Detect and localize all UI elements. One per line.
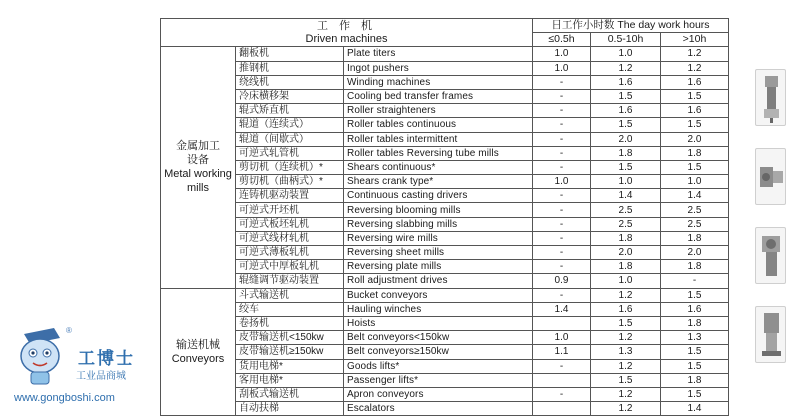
table-header-row: [161, 19, 729, 33]
factor-long: 1.5: [661, 160, 729, 174]
factor-mid: 1.3: [591, 345, 661, 359]
table-row: [161, 246, 729, 260]
factor-short: [533, 373, 591, 387]
machine-name-cn: 绞车: [236, 302, 344, 316]
factor-long: 1.3: [661, 331, 729, 345]
factor-long: 2.5: [661, 217, 729, 231]
machine-name-en: Apron conveyors: [344, 387, 533, 401]
factor-short: -: [533, 75, 591, 89]
brand-url[interactable]: www.gongboshi.com: [14, 392, 115, 404]
gearmotor-flange-icon[interactable]: [755, 227, 786, 284]
factor-mid: 1.6: [591, 75, 661, 89]
brand-logo: [10, 326, 160, 416]
table-row: [161, 203, 729, 217]
factor-long: 1.5: [661, 359, 729, 373]
machine-name-en: Reversing plate mills: [344, 260, 533, 274]
category-label: 设备: [187, 154, 209, 167]
factor-long: 2.5: [661, 203, 729, 217]
factor-mid: 2.0: [591, 246, 661, 260]
table-row: [161, 189, 729, 203]
factor-mid: 1.5: [591, 89, 661, 103]
factor-mid: 1.0: [591, 274, 661, 288]
factor-mid: 1.4: [591, 189, 661, 203]
category-label: 金属加工: [176, 140, 220, 153]
machine-name-cn: 辊缝调节驱动装置: [236, 274, 344, 288]
driven-machines-cn: 工 作 机: [316, 19, 377, 32]
factor-mid: 1.8: [591, 231, 661, 245]
factor-short: -: [533, 189, 591, 203]
brand-subtitle: 工业品商城: [76, 371, 126, 382]
factor-mid: 2.5: [591, 203, 661, 217]
machine-name-en: Hauling winches: [344, 302, 533, 316]
factor-short: -: [533, 231, 591, 245]
factor-long: 1.2: [661, 47, 729, 61]
machine-name-en: Belt conveyors<150kw: [344, 331, 533, 345]
table-row: [161, 387, 729, 401]
factor-long: 1.0: [661, 175, 729, 189]
factor-short: 1.1: [533, 345, 591, 359]
factor-long: 1.8: [661, 373, 729, 387]
table-row: [161, 175, 729, 189]
factor-long: 1.5: [661, 288, 729, 302]
factor-short: -: [533, 104, 591, 118]
table-row: [161, 260, 729, 274]
table-row: [161, 217, 729, 231]
table-row: [161, 331, 729, 345]
category-cell: [161, 47, 236, 288]
machine-name-en: Reversing slabbing mills: [344, 217, 533, 231]
table-row: [161, 61, 729, 75]
machine-name-cn: 斗式输送机: [236, 288, 344, 302]
work-hours-header: 日工作小时数 The day work hours: [533, 19, 729, 33]
machine-name-en: Roller tables continuous: [344, 118, 533, 132]
machine-name-en: Reversing wire mills: [344, 231, 533, 245]
factor-long: 2.0: [661, 132, 729, 146]
machine-name-cn: 可逆式开坯机: [236, 203, 344, 217]
category-label: Metal working: [164, 168, 232, 181]
machine-name-en: Escalators: [344, 402, 533, 416]
factor-mid: 1.2: [591, 288, 661, 302]
table-row: [161, 316, 729, 330]
driven-machines-en: Driven machines: [305, 32, 388, 45]
machine-name-cn: 客用电梯*: [236, 373, 344, 387]
machine-name-cn: 皮带输送机<150kw: [236, 331, 344, 345]
machine-name-en: Reversing blooming mills: [344, 203, 533, 217]
table-row: [161, 146, 729, 160]
factor-short: -: [533, 217, 591, 231]
table-row: [161, 359, 729, 373]
gearmotor-vertical-icon[interactable]: [755, 69, 786, 126]
factor-short: 1.0: [533, 47, 591, 61]
factor-mid: 1.2: [591, 402, 661, 416]
factor-long: 1.5: [661, 387, 729, 401]
factor-mid: 1.2: [591, 61, 661, 75]
factor-mid: 1.0: [591, 47, 661, 61]
factor-mid: 1.5: [591, 316, 661, 330]
machine-name-en: Roll adjustment drives: [344, 274, 533, 288]
machine-name-en: Roller tables Reversing tube mills: [344, 146, 533, 160]
factor-short: 0.9: [533, 274, 591, 288]
machine-name-en: Roller tables intermittent: [344, 132, 533, 146]
factor-short: -: [533, 89, 591, 103]
machine-name-cn: 卷扬机: [236, 316, 344, 330]
factor-long: 1.6: [661, 302, 729, 316]
registered-mark: ®: [66, 326, 72, 335]
factor-short: 1.0: [533, 175, 591, 189]
factor-mid: 1.8: [591, 146, 661, 160]
category-cell: [161, 288, 236, 416]
machine-name-cn: 可逆式中厚板轧机: [236, 260, 344, 274]
machine-name-cn: 可逆式板坯轧机: [236, 217, 344, 231]
service-factor-table: [160, 18, 729, 416]
machine-name-cn: 货用电梯*: [236, 359, 344, 373]
factor-mid: 1.2: [591, 331, 661, 345]
factor-long: -: [661, 274, 729, 288]
factor-long: 1.2: [661, 61, 729, 75]
table-row: [161, 402, 729, 416]
machine-name-en: Passenger lifts*: [344, 373, 533, 387]
machine-name-en: Continuous casting drivers: [344, 189, 533, 203]
machine-name-cn: 翻板机: [236, 47, 344, 61]
mascot-icon: [10, 326, 72, 388]
factor-long: 2.0: [661, 246, 729, 260]
machine-name-cn: 冷床横移架: [236, 89, 344, 103]
factor-mid: 1.5: [591, 373, 661, 387]
factor-mid: 1.5: [591, 118, 661, 132]
factor-short: -: [533, 288, 591, 302]
factor-short: -: [533, 132, 591, 146]
machine-name-en: Hoists: [344, 316, 533, 330]
machine-name-en: Belt conveyors≥150kw: [344, 345, 533, 359]
table-row: [161, 160, 729, 174]
table-row: [161, 288, 729, 302]
table-row: [161, 75, 729, 89]
gearmotor-foot-icon[interactable]: [755, 306, 786, 363]
machine-name-en: Winding machines: [344, 75, 533, 89]
factor-long: 1.4: [661, 189, 729, 203]
machine-name-cn: 连铸机驱动装置: [236, 189, 344, 203]
gearmotor-right-angle-icon[interactable]: [755, 148, 786, 205]
machine-name-cn: 皮带输送机≥150kw: [236, 345, 344, 359]
factor-long: 1.5: [661, 89, 729, 103]
factor-mid: 1.2: [591, 359, 661, 373]
machine-name-cn: 辊道（连续式）: [236, 118, 344, 132]
factor-mid: 2.5: [591, 217, 661, 231]
factor-short: -: [533, 118, 591, 132]
table-row: [161, 118, 729, 132]
machine-name-cn: 可逆式薄板轧机: [236, 246, 344, 260]
machine-name-en: Roller straighteners: [344, 104, 533, 118]
factor-long: 1.4: [661, 402, 729, 416]
machine-name-en: Reversing sheet mills: [344, 246, 533, 260]
factor-short: -: [533, 260, 591, 274]
factor-long: 1.6: [661, 104, 729, 118]
machine-name-cn: 绕线机: [236, 75, 344, 89]
factor-long: 1.8: [661, 260, 729, 274]
category-label: 输送机械: [176, 338, 220, 351]
factor-mid: 1.5: [591, 160, 661, 174]
machine-name-cn: 辊道（间歇式）: [236, 132, 344, 146]
machine-name-en: Shears continuous*: [344, 160, 533, 174]
table-row: [161, 231, 729, 245]
factor-long: 1.8: [661, 146, 729, 160]
table-row: [161, 373, 729, 387]
factor-long: 1.8: [661, 231, 729, 245]
factor-short: -: [533, 387, 591, 401]
table-row: [161, 274, 729, 288]
machine-name-cn: 剪切机（连续机）*: [236, 160, 344, 174]
factor-short: -: [533, 146, 591, 160]
machine-name-cn: 刮板式输送机: [236, 387, 344, 401]
factor-short: 1.0: [533, 61, 591, 75]
factor-short: -: [533, 359, 591, 373]
factor-mid: 1.0: [591, 175, 661, 189]
service-factor-sheet: [160, 18, 728, 416]
machine-name-cn: 可逆式轧管机: [236, 146, 344, 160]
machine-name-cn: 自动扶梯: [236, 402, 344, 416]
machine-name-en: Bucket conveyors: [344, 288, 533, 302]
table-row: [161, 89, 729, 103]
machine-name-en: Cooling bed transfer frames: [344, 89, 533, 103]
machine-name-en: Shears crank type*: [344, 175, 533, 189]
factor-long: 1.8: [661, 316, 729, 330]
table-row: [161, 345, 729, 359]
machine-name-cn: 可逆式线材轧机: [236, 231, 344, 245]
category-label: Conveyors: [171, 352, 225, 365]
factor-mid: 1.6: [591, 104, 661, 118]
factor-mid: 2.0: [591, 132, 661, 146]
factor-short: -: [533, 160, 591, 174]
col-header-short: ≤0.5h: [533, 33, 591, 47]
table-row: [161, 132, 729, 146]
table-row: [161, 47, 729, 61]
machine-name-en: Ingot pushers: [344, 61, 533, 75]
machine-name-en: Goods lifts*: [344, 359, 533, 373]
factor-long: 1.6: [661, 75, 729, 89]
table-row: [161, 302, 729, 316]
brand-name: 工博士: [78, 349, 135, 369]
factor-mid: 1.6: [591, 302, 661, 316]
factor-short: [533, 316, 591, 330]
factor-long: 1.5: [661, 345, 729, 359]
table-row: [161, 104, 729, 118]
factor-mid: 1.2: [591, 387, 661, 401]
machine-name-cn: 剪切机（曲柄式）*: [236, 175, 344, 189]
machine-name-cn: 辊式矫直机: [236, 104, 344, 118]
factor-short: 1.4: [533, 302, 591, 316]
col-header-long: >10h: [661, 33, 729, 47]
machine-name-en: Plate titers: [344, 47, 533, 61]
col-header-mid: 0.5-10h: [591, 33, 661, 47]
driven-machines-header: [161, 19, 533, 47]
factor-long: 1.5: [661, 118, 729, 132]
factor-short: -: [533, 246, 591, 260]
factor-short: [533, 402, 591, 416]
machine-name-cn: 推钢机: [236, 61, 344, 75]
factor-short: 1.0: [533, 331, 591, 345]
factor-short: -: [533, 203, 591, 217]
factor-mid: 1.8: [591, 260, 661, 274]
category-label: mills: [187, 182, 209, 195]
